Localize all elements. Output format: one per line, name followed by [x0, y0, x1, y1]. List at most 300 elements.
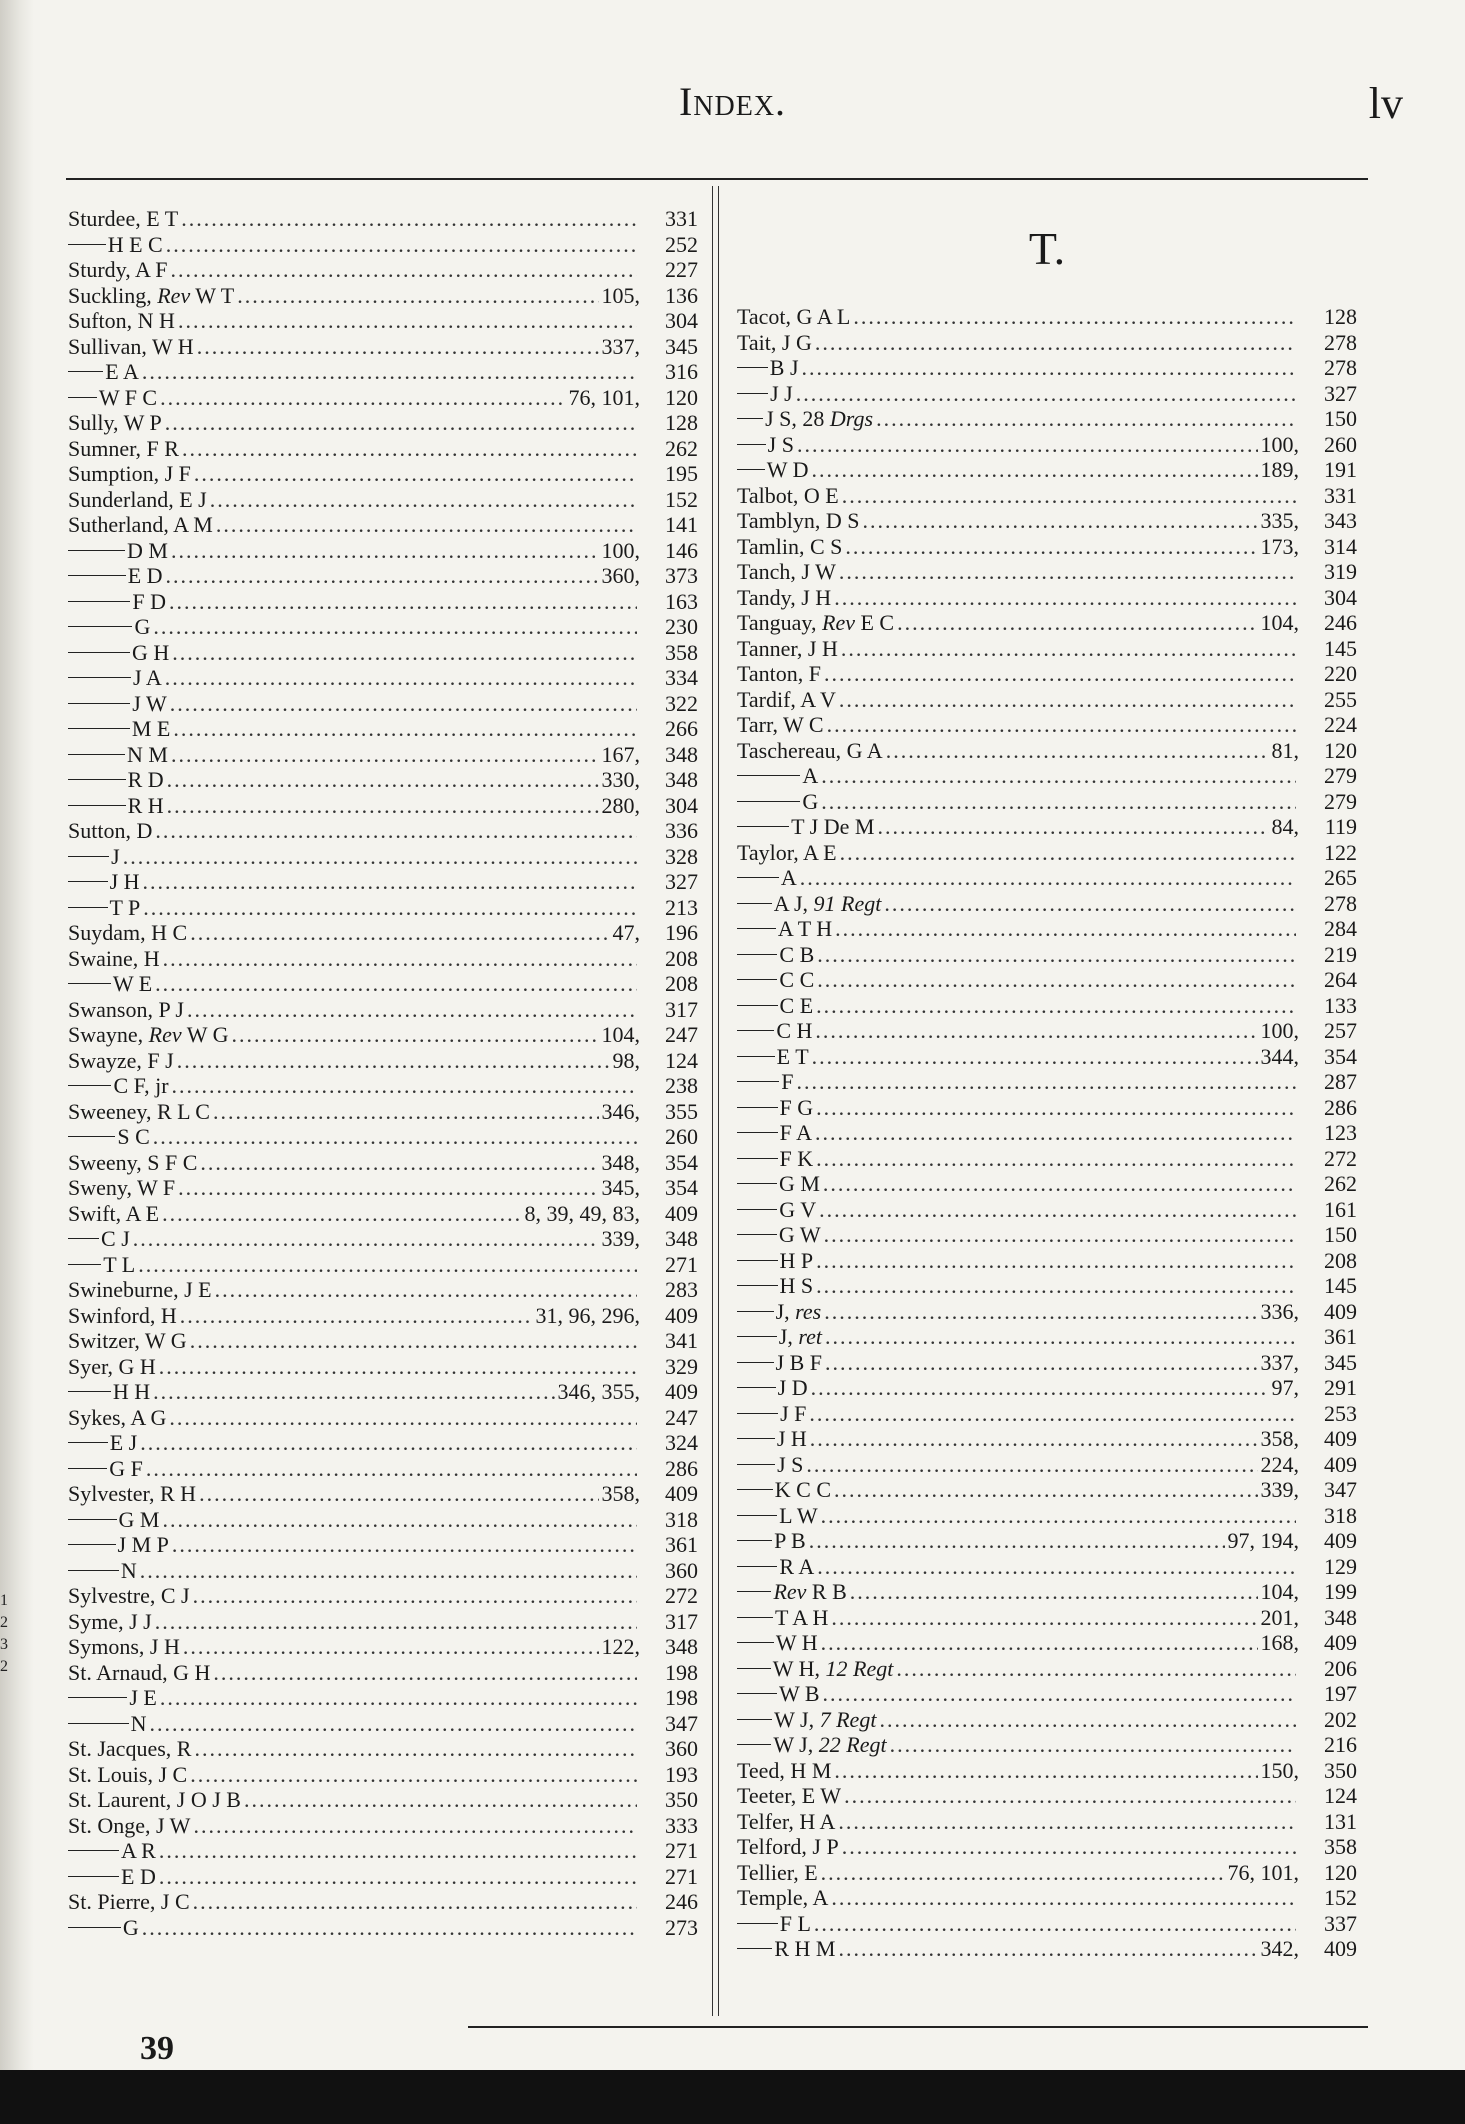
- entry-page: 343: [1324, 508, 1357, 533]
- entry-extra-refs: 104,: [601, 1022, 640, 1047]
- entry-name: Tardif, A V: [737, 686, 836, 712]
- entry-name: Tamblyn, D S: [737, 508, 860, 533]
- ditto-dash: [737, 1107, 778, 1108]
- ditto-dash: [737, 1285, 778, 1286]
- entry-page: 409: [1324, 1451, 1357, 1477]
- ditto-dash: [68, 805, 126, 806]
- entry-name: N: [120, 1557, 137, 1583]
- index-column-left: [68, 206, 698, 1940]
- entry-name: F D: [132, 588, 167, 614]
- index-entry: [68, 614, 698, 640]
- dot-leader: [160, 385, 565, 411]
- margin-mark: 3: [0, 1636, 8, 1653]
- index-entry: [737, 1426, 1357, 1452]
- index-entry: [68, 1226, 698, 1252]
- dot-leader: [178, 1175, 598, 1201]
- entry-extra-refs: 339,: [601, 1226, 640, 1251]
- entry-name: A R: [121, 1838, 156, 1863]
- dot-leader: [178, 308, 637, 334]
- index-entry: [737, 636, 1357, 662]
- dot-leader: [194, 1736, 637, 1762]
- section-letter-heading: T.: [1028, 223, 1066, 274]
- entry-page: 329: [665, 1353, 698, 1379]
- entry-page: 163: [665, 588, 698, 614]
- dot-leader: [197, 334, 599, 360]
- dot-leader: [815, 1018, 1257, 1044]
- ditto-dash: [68, 856, 109, 857]
- entry-page: 278: [1324, 355, 1357, 380]
- entry-page: 152: [1324, 1885, 1357, 1910]
- entry-page: 238: [665, 1073, 698, 1098]
- entry-page: 195: [665, 461, 698, 486]
- entry-name: E D: [121, 1863, 156, 1889]
- index-entry: [68, 1022, 698, 1048]
- entry-name: Teeter, E W: [737, 1783, 842, 1808]
- entry-page: 350: [665, 1787, 698, 1812]
- index-entry: [68, 308, 698, 334]
- dot-leader: [806, 1452, 1257, 1478]
- entry-page: 361: [665, 1532, 698, 1557]
- dot-leader: [140, 1430, 637, 1456]
- entry-page: 224: [1324, 712, 1357, 737]
- dot-leader: [815, 330, 1296, 356]
- entry-extra-refs: 104,: [1260, 1579, 1299, 1604]
- entry-page: 146: [665, 537, 698, 563]
- index-entry: [68, 512, 698, 538]
- entry-name: St. Arnaud, G H: [68, 1659, 211, 1685]
- entry-name: C E: [779, 992, 814, 1018]
- index-entry: [737, 1299, 1357, 1325]
- entry-name: G: [802, 788, 819, 814]
- index-entry: [68, 1379, 698, 1405]
- entry-page: 122: [1324, 839, 1357, 865]
- index-entry: [737, 1095, 1357, 1121]
- dot-leader: [167, 793, 599, 819]
- dot-leader: [800, 865, 1296, 891]
- entry-page: 327: [1324, 380, 1357, 406]
- entry-extra-refs: 358,: [601, 1481, 640, 1506]
- index-entry: [68, 1124, 698, 1150]
- ditto-dash: [737, 1566, 777, 1567]
- entry-page: 317: [665, 996, 698, 1022]
- entry-name: T L: [103, 1251, 136, 1277]
- entry-name: F K: [779, 1145, 814, 1171]
- ditto-dash: [68, 601, 130, 602]
- entry-page: 220: [1324, 661, 1357, 686]
- index-entry: [737, 1350, 1357, 1376]
- index-entry: [68, 640, 698, 666]
- dot-leader: [133, 1226, 599, 1252]
- index-entry: [68, 1711, 698, 1737]
- entry-name: Sunderland, E J: [68, 486, 207, 512]
- dot-leader: [886, 738, 1269, 764]
- entry-name: G H: [131, 639, 170, 665]
- entry-name: Sutherland, A M: [68, 512, 213, 537]
- entry-extra-refs: 168,: [1260, 1630, 1299, 1655]
- ditto-dash: [737, 1005, 778, 1006]
- index-column-right: [737, 304, 1357, 1962]
- dot-leader: [853, 304, 1296, 330]
- entry-page: 197: [1324, 1681, 1357, 1706]
- index-entry: [737, 1681, 1357, 1707]
- index-entry: [68, 1099, 698, 1125]
- index-entry: [68, 1354, 698, 1380]
- index-entry: [68, 1481, 698, 1507]
- dot-leader: [840, 840, 1296, 866]
- dot-leader: [213, 1099, 599, 1125]
- entry-page: 120: [665, 384, 698, 410]
- index-entry: [68, 1915, 698, 1941]
- dot-leader: [215, 1277, 637, 1303]
- entry-page: 271: [665, 1838, 698, 1863]
- ditto-dash: [737, 1234, 777, 1235]
- entry-name: W J, 22 Regt: [773, 1732, 887, 1757]
- entry-name: C H: [776, 1018, 813, 1043]
- entry-page: 304: [665, 308, 698, 333]
- entry-name: St. Pierre, J C: [68, 1889, 190, 1914]
- index-entry: [737, 1452, 1357, 1478]
- index-entry: [68, 257, 698, 283]
- entry-name: F L: [779, 1910, 811, 1936]
- dot-leader: [171, 538, 599, 564]
- dot-leader: [165, 665, 637, 691]
- index-entry: [68, 1150, 698, 1176]
- entry-name: T J De M: [791, 814, 875, 839]
- entry-name: Tait, J G: [737, 329, 812, 355]
- entry-name: Sumption, J F: [68, 461, 191, 486]
- entry-page: 246: [1324, 610, 1357, 635]
- index-entry: [68, 1430, 698, 1456]
- entry-name: St. Laurent, J O J B: [68, 1787, 241, 1812]
- dot-leader: [171, 742, 599, 768]
- ditto-dash: [68, 779, 126, 780]
- entry-page: 264: [1324, 967, 1357, 992]
- dot-leader: [815, 1120, 1296, 1146]
- dot-leader: [831, 1885, 1296, 1911]
- entry-name: P B: [774, 1528, 806, 1553]
- dot-leader: [835, 916, 1296, 942]
- index-entry: [68, 665, 698, 691]
- index-entry: [68, 1838, 698, 1864]
- entry-name: C B: [779, 941, 815, 967]
- index-entry: [737, 1630, 1357, 1656]
- entry-extra-refs: 360,: [601, 563, 640, 588]
- entry-extra-refs: 105,: [601, 282, 640, 308]
- dot-leader: [143, 895, 637, 921]
- entry-name: S C: [117, 1124, 150, 1149]
- entry-page: 262: [1324, 1171, 1357, 1196]
- index-entry: [737, 789, 1357, 815]
- dot-leader: [839, 1936, 1258, 1962]
- dot-leader: [200, 1150, 598, 1176]
- index-entry: [737, 1503, 1357, 1529]
- index-entry: [68, 920, 698, 946]
- entry-name: G F: [109, 1455, 143, 1481]
- entry-name: Swineburne, J E: [68, 1277, 212, 1302]
- index-entry: [737, 1477, 1357, 1503]
- index-entry: [68, 283, 698, 309]
- entry-name: Tellier, E: [737, 1859, 818, 1885]
- index-entry: [68, 1405, 698, 1431]
- entry-page: 196: [665, 920, 698, 945]
- dot-leader: [824, 1299, 1257, 1325]
- index-entry: [737, 1758, 1357, 1784]
- entry-name: J: [111, 843, 120, 869]
- entry-page: 358: [665, 639, 698, 665]
- index-entry: [737, 865, 1357, 891]
- dot-leader: [884, 891, 1296, 917]
- entry-name: Telfer, H A: [737, 1808, 836, 1834]
- entry-name: C C: [779, 967, 815, 992]
- dot-leader: [817, 1554, 1296, 1580]
- index-entry: [737, 814, 1357, 840]
- entry-name: J J: [770, 380, 793, 406]
- dot-leader: [816, 1146, 1296, 1172]
- index-entry: [68, 1532, 698, 1558]
- entry-name: N: [130, 1710, 147, 1736]
- ditto-dash: [737, 979, 777, 980]
- entry-page: 318: [665, 1506, 698, 1532]
- entry-name: G M: [118, 1506, 160, 1532]
- margin-mark: 1: [0, 1592, 8, 1609]
- entry-name: W D: [766, 457, 809, 482]
- ditto-dash: [68, 1850, 119, 1851]
- ditto-dash: [68, 550, 125, 551]
- entry-name: Swayne, Rev W G: [68, 1022, 229, 1047]
- index-entry: [68, 589, 698, 615]
- dot-leader: [809, 1401, 1296, 1427]
- entry-name: H P: [779, 1247, 814, 1273]
- index-entry: [68, 971, 698, 997]
- dot-leader: [159, 1838, 637, 1864]
- entry-page: 345: [1324, 1349, 1357, 1375]
- ditto-dash: [737, 1056, 775, 1057]
- ditto-dash: [737, 903, 772, 904]
- entry-extra-refs: 97,: [1271, 1375, 1299, 1400]
- page-number: lv: [1368, 79, 1403, 128]
- dot-leader: [172, 1532, 637, 1558]
- entry-extra-refs: 173,: [1260, 533, 1299, 559]
- entry-page: 348: [665, 1634, 698, 1659]
- entry-page: 409: [1324, 1298, 1357, 1324]
- entry-name: C J: [101, 1226, 130, 1251]
- entry-page: 145: [1324, 635, 1357, 661]
- index-entry: [68, 232, 698, 258]
- entry-page: 152: [665, 486, 698, 512]
- entry-page: 213: [665, 894, 698, 920]
- entry-page: 133: [1324, 992, 1357, 1018]
- entry-name: Switzer, W G: [68, 1328, 187, 1353]
- index-entry: [68, 1507, 698, 1533]
- dot-leader: [819, 1197, 1296, 1223]
- entry-page: 124: [665, 1047, 698, 1073]
- index-entry: [737, 942, 1357, 968]
- entry-name: A: [780, 865, 797, 890]
- entry-page: 354: [1324, 1043, 1357, 1069]
- index-entry: [737, 406, 1357, 432]
- index-entry: [737, 381, 1357, 407]
- dot-leader: [181, 206, 637, 232]
- entry-name: G W: [778, 1222, 821, 1247]
- dot-leader: [838, 1809, 1296, 1835]
- entry-name: J E: [129, 1685, 157, 1710]
- dot-leader: [796, 1069, 1296, 1095]
- index-entry: [737, 661, 1357, 687]
- index-entry: [737, 840, 1357, 866]
- dot-leader: [811, 1375, 1269, 1401]
- dot-leader: [142, 359, 637, 385]
- entry-page: 123: [1324, 1120, 1357, 1145]
- entry-page: 291: [1324, 1375, 1357, 1400]
- dot-leader: [821, 789, 1296, 815]
- ditto-dash: [737, 1438, 775, 1439]
- entry-page: 150: [1324, 1222, 1357, 1247]
- ditto-dash: [737, 775, 800, 776]
- entry-name: J D: [777, 1375, 808, 1400]
- entry-page: 337: [1324, 1910, 1357, 1936]
- entry-name: J B F: [775, 1349, 822, 1375]
- entry-page: 120: [1324, 737, 1357, 763]
- entry-name: Teed, H M: [737, 1757, 832, 1783]
- ditto-dash: [737, 469, 765, 470]
- ditto-dash: [737, 1489, 773, 1490]
- dot-leader: [173, 716, 637, 742]
- dot-leader: [237, 283, 598, 309]
- entry-page: 327: [665, 869, 698, 894]
- ditto-dash: [737, 1183, 777, 1184]
- dot-leader: [824, 1222, 1296, 1248]
- entry-page: 128: [1324, 304, 1357, 329]
- ditto-dash: [68, 1876, 119, 1877]
- ditto-dash: [68, 677, 131, 678]
- entry-page: 347: [1324, 1477, 1357, 1502]
- ditto-dash: [68, 1238, 99, 1239]
- index-entry: [68, 1456, 698, 1482]
- entry-page: 324: [665, 1430, 698, 1455]
- dot-leader: [166, 563, 599, 589]
- entry-extra-refs: 100,: [1260, 431, 1299, 457]
- entry-name: J S, 28 Drgs: [765, 406, 874, 431]
- dot-leader: [863, 508, 1258, 534]
- index-entry: [68, 793, 698, 819]
- index-entry: [737, 687, 1357, 713]
- entry-page: 271: [665, 1863, 698, 1889]
- entry-page: 202: [1324, 1706, 1357, 1732]
- entry-page: 348: [665, 741, 698, 767]
- entry-page: 334: [665, 665, 698, 690]
- entry-extra-refs: 344,: [1260, 1043, 1299, 1069]
- entry-name: Talbot, O E: [737, 482, 839, 508]
- ditto-dash: [737, 1591, 771, 1592]
- dot-leader: [160, 1685, 637, 1711]
- dot-leader: [834, 1477, 1257, 1503]
- entry-extra-refs: 84,: [1271, 814, 1299, 839]
- index-entry: [68, 691, 698, 717]
- entry-page: 216: [1324, 1732, 1357, 1757]
- entry-name: W H, 12 Regt: [772, 1655, 894, 1681]
- index-entry: [68, 1762, 698, 1788]
- index-entry: [737, 1018, 1357, 1044]
- index-entry: [737, 1324, 1357, 1350]
- entry-extra-refs: 167,: [601, 741, 640, 767]
- dot-leader: [812, 1044, 1258, 1070]
- index-entry: [68, 1277, 698, 1303]
- index-entry: [68, 1736, 698, 1762]
- dot-leader: [159, 1354, 637, 1380]
- dot-leader: [170, 691, 637, 717]
- dot-leader: [153, 614, 637, 640]
- entry-name: W E: [112, 971, 153, 996]
- entry-name: F A: [779, 1120, 813, 1145]
- ditto-dash: [737, 1260, 778, 1261]
- entry-page: 230: [665, 614, 698, 639]
- dot-leader: [845, 534, 1257, 560]
- entry-name: Syme, J J: [68, 1608, 152, 1634]
- index-entry: [737, 1401, 1357, 1427]
- dot-leader: [210, 487, 637, 513]
- index-entry: [737, 1375, 1357, 1401]
- ditto-dash: [737, 928, 776, 929]
- entry-extra-refs: 122,: [601, 1634, 640, 1659]
- entry-page: 145: [1324, 1273, 1357, 1298]
- entry-extra-refs: 337,: [601, 333, 640, 359]
- ditto-dash: [68, 1519, 117, 1520]
- ditto-dash: [737, 1209, 777, 1210]
- index-entry: [737, 1936, 1357, 1962]
- entry-extra-refs: 330,: [601, 767, 640, 792]
- entry-page: 409: [1324, 1426, 1357, 1451]
- entry-extra-refs: 81,: [1271, 737, 1299, 763]
- index-entry: [737, 712, 1357, 738]
- entry-name: Sturdy, A F: [68, 257, 168, 282]
- entry-name: E A: [105, 359, 139, 384]
- index-entry: [68, 997, 698, 1023]
- entry-extra-refs: 76, 101,: [568, 384, 640, 410]
- index-entry: [737, 1605, 1357, 1631]
- entry-name: J, res: [775, 1298, 822, 1324]
- dot-leader: [824, 661, 1296, 687]
- page-gutter-edge: [0, 0, 34, 2124]
- entry-name: Sykes, A G: [68, 1404, 167, 1430]
- index-entry: [68, 206, 698, 232]
- entry-extra-refs: 345,: [601, 1175, 640, 1200]
- ditto-dash: [737, 444, 766, 445]
- margin-marks: [0, 1590, 14, 1678]
- entry-name: N M: [127, 741, 168, 767]
- entry-page: 347: [665, 1710, 698, 1736]
- dot-leader: [796, 381, 1296, 407]
- index-entry: [68, 410, 698, 436]
- entry-page: 129: [1324, 1553, 1357, 1579]
- ditto-dash: [737, 826, 789, 827]
- index-entry: [68, 716, 698, 742]
- entry-name: J M P: [117, 1532, 169, 1557]
- entry-name: W J, 7 Regt: [774, 1706, 877, 1732]
- entry-name: E T: [776, 1043, 809, 1069]
- index-entry: [737, 483, 1357, 509]
- entry-name: C F, jr: [113, 1073, 169, 1098]
- dot-leader: [817, 967, 1296, 993]
- entry-name: Swanson, P J: [68, 996, 184, 1022]
- entry-name: Tarr, W C: [737, 712, 824, 737]
- entry-page: 286: [1324, 1094, 1357, 1120]
- entry-page: 278: [1324, 890, 1357, 916]
- entry-page: 219: [1324, 941, 1357, 967]
- dot-leader: [155, 971, 637, 997]
- entry-extra-refs: 8, 39, 49, 83,: [524, 1200, 640, 1226]
- index-entry: [737, 1044, 1357, 1070]
- index-entry: [737, 967, 1357, 993]
